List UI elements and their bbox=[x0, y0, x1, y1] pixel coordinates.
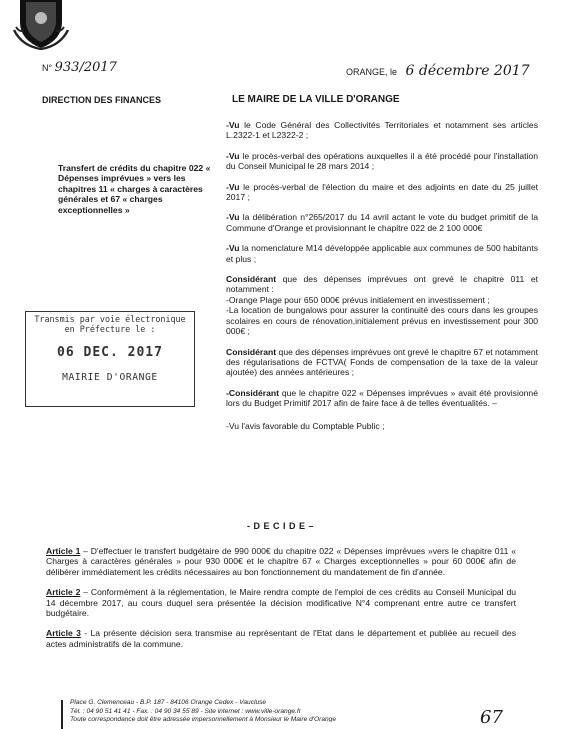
vu-paragraph: -Vu la délibération n°265/2017 du 14 avril actant le vote du budget primitif de la Commune d'Orange et provisionnant le chapitre 022 de 2 100 000€ bbox=[226, 212, 538, 233]
considerant-item: -La location de bungalows pour assurer la continuité des cours dans les groupes scolaires en cours de rénovation,initialement prévus en investissement pour 300 000€ ; bbox=[226, 305, 538, 337]
number-prefix: N° bbox=[42, 63, 53, 73]
subject-text: Transfert de crédits du chapitre 022 « Dépenses imprévues » vers les chapitres 11 « charges à caractères générales et 67 « charges exceptionnelles » bbox=[58, 163, 211, 215]
considerant-item: -Orange Plage pour 650 000€ prévus initialement en investissement ; bbox=[226, 294, 490, 305]
article-label: Article 1 bbox=[46, 546, 81, 556]
decision-number bbox=[42, 60, 117, 75]
authority-heading: LE MAIRE DE LA VILLE D'ORANGE bbox=[232, 94, 400, 105]
visas-column bbox=[226, 120, 538, 431]
footer-address bbox=[70, 699, 336, 722]
article-paragraph: Article 3 - La présente décision sera transmise au représentant de l'Etat dans le département et publiée au recueil des actes administratifs de la commune. bbox=[46, 628, 517, 649]
page-mark: 67 bbox=[480, 707, 503, 728]
article-paragraph: Article 2 – Conformément à la réglementation, le Maire rendra compte de l'emploi de ces crédits au Conseil Municipal du 14 décembre 2017, au cours duquel sera présentée la décision modificative N°4 comprenant entre autre ce transfert budgétaire. bbox=[46, 587, 516, 619]
article-label: Article 2 bbox=[46, 587, 81, 598]
footer-line-1: Place G. Clemenceau - B.P. 187 - 84106 Orange Cedex - Vaucluse bbox=[70, 699, 267, 706]
stamp-footer: MAIRIE D'ORANGE bbox=[62, 372, 158, 383]
date-handwritten: 6 décembre 2017 bbox=[405, 63, 530, 79]
articles-section bbox=[46, 546, 516, 649]
number-handwritten: 933/2017 bbox=[54, 60, 117, 75]
city-date-prefix: ORANGE, le bbox=[346, 67, 398, 77]
vu-paragraph: -Vu le Code Général des Collectivités Territoriales et notamment ses articles L.2322-1 et L2322-2 ; bbox=[226, 120, 538, 141]
article-paragraph: Article 1 – D'effectuer le transfert budgétaire de 990 000€ du chapitre 022 « Dépenses imprévues »vers le chapitre 011 « Charges à caractères générales » pour 930 000€ et le chapitre 67 « Charges exceptionnelles » pour 60 000€ afin de délibérer immédiatement les crédits nécessaires au bon fonctionnement du mandatement de fin d'année. bbox=[46, 546, 516, 577]
stamp-date: 06 DEC. 2017 bbox=[57, 345, 163, 360]
vu-paragraph: -Vu le procès-verbal des opérations auxquelles il a été procédé pour l'installation du Conseil Municipal le 28 mars 2014 ; bbox=[226, 150, 538, 172]
city-crest-logo bbox=[12, 0, 70, 50]
considerant-paragraph: Considérant que des dépenses imprévues ont grevé le chapitre 011 et notamment : bbox=[226, 274, 538, 295]
considerant-paragraph: -Considérant que le chapitre 022 « Dépenses imprévues » avait été provisionné lors du Budget Primitif 2017 afin de faire face à de telles éventualités. – bbox=[226, 387, 538, 409]
footer-rule bbox=[61, 700, 63, 729]
stamp-line1: Transmis par voie électronique bbox=[34, 314, 186, 324]
vu-paragraph: -Vu le procès-verbal de l'élection du maire et des adjoints en date du 25 juillet 2017 ; bbox=[226, 181, 538, 203]
city-date bbox=[346, 63, 530, 79]
footer-line-2: Tél. : 04 90 51 41 41 - Fax. : 04 90 34 55 89 - Site internet : www.ville-orange.fr bbox=[70, 707, 301, 715]
department-heading: DIRECTION DES FINANCES bbox=[42, 95, 162, 105]
article-label: Article 3 bbox=[46, 628, 81, 639]
considerant-paragraph: Considérant que des dépenses imprévues ont grevé le chapitre 67 et notamment des régularisations de FCTVA( Fonds de compensation de la taxe de la valeur ajoutée) des années antérieures ; bbox=[226, 346, 538, 378]
footer-line-3: Toute correspondance doit être adressée impersonnellement à Monsieur le Maire d'Orange bbox=[70, 716, 337, 723]
stamp-line2: en Préfecture le : bbox=[64, 324, 156, 334]
vu-final-paragraph: -Vu l'avis favorable du Comptable Public ; bbox=[226, 420, 385, 431]
prefecture-stamp bbox=[25, 311, 195, 407]
decide-heading: - D E C I D E – bbox=[247, 521, 315, 531]
vu-paragraph: -Vu la nomenclature M14 développée applicable aux communes de 500 habitants et plus ; bbox=[226, 243, 538, 264]
